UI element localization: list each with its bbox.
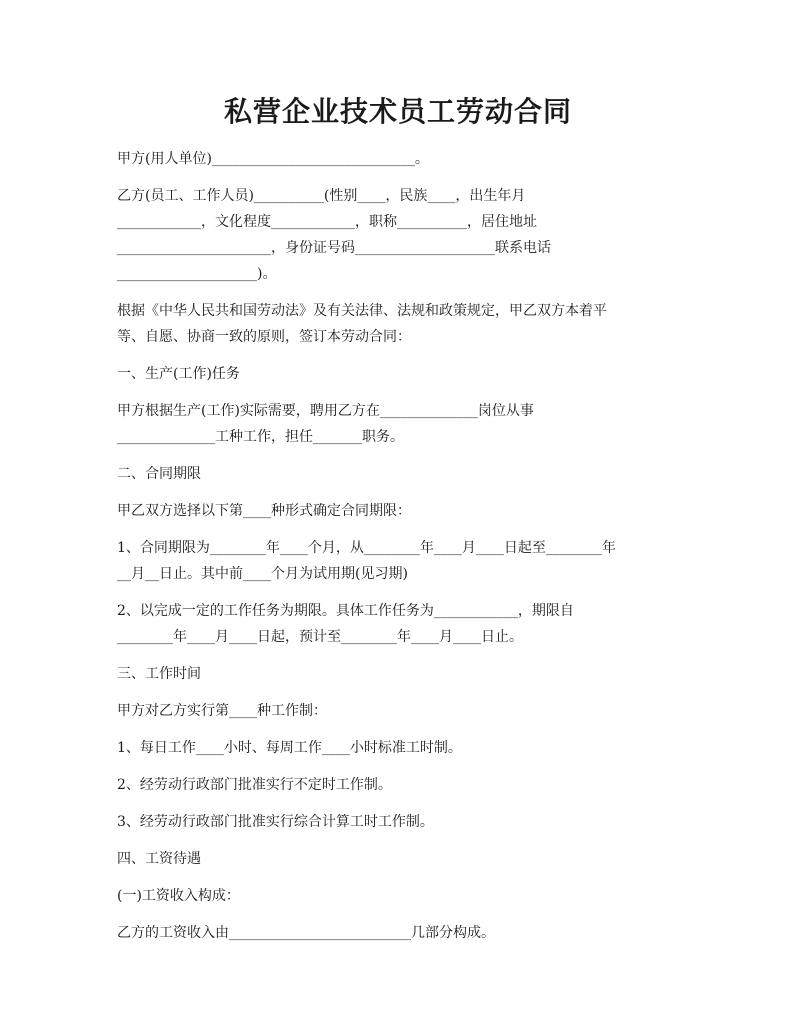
party-b-paragraph	[117, 183, 677, 287]
preamble-paragraph	[117, 298, 677, 350]
section-1-heading: 一、生产(工作)任务	[117, 366, 240, 382]
section-2-item-1-line-2: __月__日止。其中前____个月为试用期(见习期)	[117, 566, 408, 582]
section-1-body	[117, 398, 677, 450]
party-b-line-1: 乙方(员工、工作人员)__________(性别____，民族____，出生年月	[117, 188, 526, 204]
party-b-line-4: ____________________)。	[117, 266, 277, 282]
preamble-line-1: 根据《中华人民共和国劳动法》及有关法律、法规和政策规定，甲乙双方本着平	[117, 303, 607, 319]
section-2-item-1-line-1: 1、合同期限为________年____个月，从________年____月____日起至________年	[117, 540, 616, 556]
section-3-item-1: 1、每日工作____小时、每周工作____小时标准工时制。	[117, 740, 462, 756]
section-3-item-2: 2、经劳动行政部门批准实行不定时工作制。	[117, 777, 392, 793]
section-4-body: 乙方的工资收入由__________________________几部分构成。	[117, 925, 495, 941]
section-3-item-3: 3、经劳动行政部门批准实行综合计算工时工作制。	[117, 814, 434, 830]
document-title: 私营企业技术员工劳动合同	[223, 95, 572, 128]
section-4-subheading-1: (一)工资收入构成：	[117, 888, 240, 904]
party-b-line-2: ____________，文化程度____________，职称__________，居住地址	[117, 214, 537, 230]
preamble-line-2: 等、自愿、协商一致的原则，签订本劳动合同：	[117, 329, 411, 345]
section-3-heading: 三、工作时间	[117, 666, 201, 682]
section-2-heading: 二、合同期限	[117, 466, 201, 482]
section-1-body-line-1: 甲方根据生产(工作)实际需要，聘用乙方在______________岗位从事	[117, 403, 534, 419]
section-2-item-2-line-2: ________年____月____日起，预计至________年____月____日止。	[117, 629, 523, 645]
section-4-heading: 四、工资待遇	[117, 851, 201, 867]
section-2-item-1	[117, 535, 677, 587]
section-2-item-2-line-1: 2、以完成一定的工作任务为期限。具体工作任务为____________，期限自	[117, 603, 574, 619]
section-3-intro: 甲方对乙方实行第____种工作制：	[117, 703, 327, 719]
document-body	[117, 146, 677, 957]
section-1-body-line-2: ______________工种工作，担任_______职务。	[117, 429, 404, 445]
section-2-item-2	[117, 598, 677, 650]
party-b-line-3: ______________________，身份证号码____________________联系电话	[117, 240, 551, 256]
party-a-line: 甲方(用人单位)_____________________________。	[117, 151, 429, 167]
section-2-intro: 甲乙双方选择以下第____种形式确定合同期限：	[117, 503, 411, 519]
